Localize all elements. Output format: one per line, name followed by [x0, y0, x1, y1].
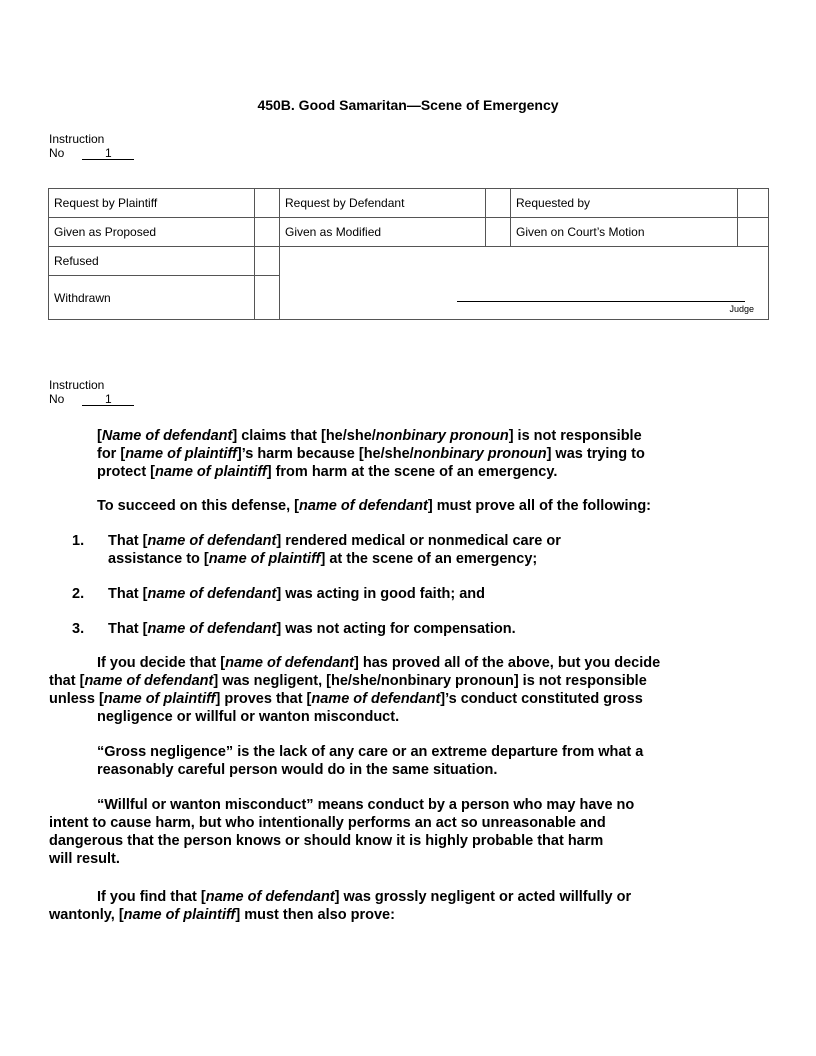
requested-by-label: Requested by [511, 189, 738, 218]
given-as-modified-box[interactable] [486, 218, 511, 247]
paragraph-gross-negligence: “Gross negligence” is the lack of any care or an extreme departure from what a reasonably careful person would do in the same situation. [97, 744, 644, 778]
paragraph-claim: [Name of defendant] claims that [he/she/nonbinary pronoun] is not responsible for [name of plaintiff]’s harm because [he/she/nonbinary pronoun] was trying to protect [name of plaintiff] from harm at the scene of an emergency. [97, 428, 645, 480]
paragraph-negligence: If you decide that [name of defendant] has proved all of the above, but you decide that [name of defendant] was negligent, [he/she/nonbinary pronoun] is not responsible unless [name of plaintiff] proves that [name of defendant]’s conduct constituted gross negligence or willful or wanton misconduct. [49, 655, 661, 725]
given-on-courts-motion-box[interactable] [738, 218, 769, 247]
request-table [48, 188, 769, 320]
withdrawn-box[interactable] [255, 276, 280, 320]
requested-by-box[interactable] [738, 189, 769, 218]
page-title: 450B. Good Samaritan—Scene of Emergency [257, 97, 559, 113]
request-by-defendant-box[interactable] [486, 189, 511, 218]
refused-label: Refused [49, 247, 255, 276]
request-by-plaintiff-label: Request by Plaintiff [49, 189, 255, 218]
paragraph-defense-intro: To succeed on this defense, [name of defendant] must prove all of the following: [97, 498, 652, 514]
list-number: 1. [72, 533, 85, 549]
no-label: No [49, 146, 65, 160]
instruction-number-top [49, 132, 134, 160]
paragraph-find-grossly-negligent: If you find that [name of defendant] was grossly negligent or acted willfully or wantonly, [name of plaintiff] must then also prove: [49, 889, 632, 923]
request-by-defendant-label: Request by Defendant [280, 189, 486, 218]
instruction-number-bottom [49, 378, 134, 406]
instruction-number: 1 [82, 147, 134, 160]
given-as-proposed-label: Given as Proposed [49, 218, 255, 247]
request-by-plaintiff-box[interactable] [255, 189, 280, 218]
list-number: 2. [72, 586, 85, 602]
judge-label: Judge [729, 304, 754, 314]
paragraph-willful-misconduct: “Willful or wanton misconduct” means conduct by a person who may have no intent to cause harm, but who intentionally performs an act so unreasonable and dangerous that the person knows or should know it is highly probable that harm will result. [49, 797, 635, 867]
instruction-number: 1 [82, 393, 134, 406]
refused-box[interactable] [255, 247, 280, 276]
judge-signature-line [457, 301, 745, 302]
judge-signature-area [280, 247, 769, 320]
given-as-proposed-box[interactable] [255, 218, 280, 247]
instruction-label: Instruction [49, 378, 105, 392]
list-number: 3. [72, 621, 85, 637]
given-as-modified-label: Given as Modified [280, 218, 486, 247]
withdrawn-label: Withdrawn [49, 276, 255, 320]
given-on-courts-motion-label: Given on Court’s Motion [511, 218, 738, 247]
instruction-label: Instruction [49, 132, 105, 146]
no-label: No [49, 392, 65, 406]
